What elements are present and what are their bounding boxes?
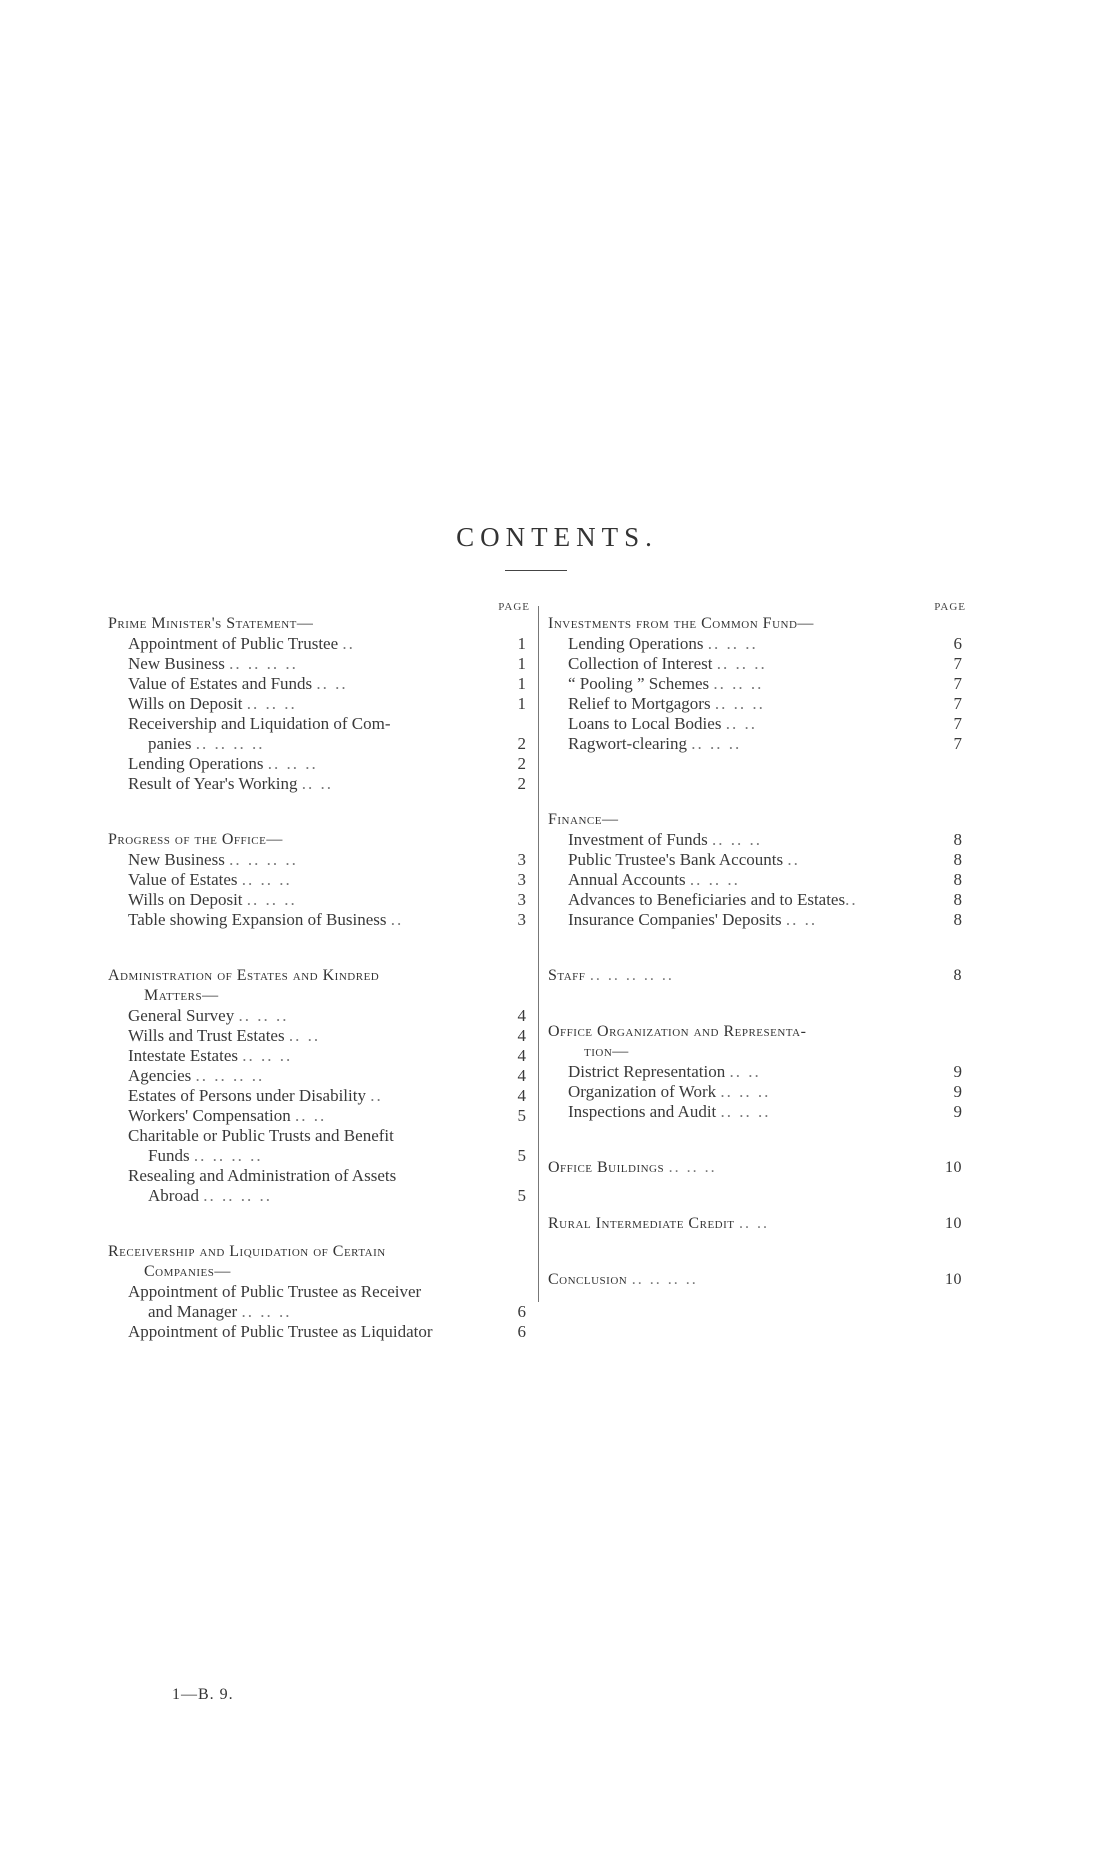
toc-entry-staff[interactable]: Staff .. .. .. .. .. 8 [548,967,962,984]
page-number: 8 [953,967,962,984]
toc-entry[interactable]: Agencies .. .. .. .. 4 [128,1066,526,1085]
page-number: 8 [953,850,962,869]
page-number: 10 [945,1159,962,1176]
toc-entry[interactable]: Wills on Deposit .. .. .. 3 [128,890,526,909]
page-number: 6 [517,1322,526,1341]
section-title: Prime Minister's Statement— [108,615,314,632]
page-number: 1 [517,634,526,653]
page-number: 4 [517,1006,526,1025]
page-number: 4 [517,1086,526,1105]
toc-entry[interactable]: Result of Year's Working .. .. 2 [128,774,526,793]
page-number: 2 [517,774,526,793]
page-number: 7 [953,674,962,693]
toc-entry[interactable]: Workers' Compensation .. .. 5 [128,1106,526,1125]
column-divider [538,606,539,1302]
toc-entry[interactable]: Ragwort-clearing .. .. .. 7 [568,734,962,753]
toc-entry[interactable]: District Representation .. .. 9 [568,1062,962,1081]
toc-entry[interactable]: “ Pooling ” Schemes .. .. .. 7 [568,674,962,693]
page-number: 10 [945,1271,962,1288]
toc-entry-conclusion[interactable]: Conclusion .. .. .. .. 10 [548,1271,962,1288]
page-number: 1 [517,674,526,693]
toc-entry[interactable]: Value of Estates and Funds .. .. 1 [128,674,526,693]
toc-entry[interactable]: Receivership and Liquidation of Com- panies .. .. .. .. 2 [128,714,526,753]
toc-left-column [108,600,530,1342]
toc-entry[interactable]: Annual Accounts .. .. .. 8 [568,870,962,889]
page-column-header: PAGE [498,601,530,613]
toc-entry[interactable]: Inspections and Audit .. .. .. 9 [568,1102,962,1121]
page-number: 3 [517,910,526,929]
page-number: 8 [953,830,962,849]
toc-entry-buildings[interactable]: Office Buildings .. .. .. 10 [548,1159,962,1176]
toc-entry[interactable]: Organization of Work .. .. .. 9 [568,1082,962,1101]
toc-entry[interactable]: Relief to Mortgagors .. .. .. 7 [568,694,962,713]
toc-entry[interactable]: Charitable or Public Trusts and Benefit Funds .. .. .. .. 5 [128,1126,526,1165]
page-number: 10 [945,1215,962,1232]
page-number: 4 [517,1046,526,1065]
toc-entry[interactable]: Appointment of Public Trustee as Receiver and Manager .. .. .. 6 [128,1282,526,1321]
page-number: 8 [953,870,962,889]
page-number: 5 [517,1186,526,1205]
toc-entry[interactable]: Collection of Interest .. .. .. 7 [568,654,962,673]
page-column-header: PAGE [934,601,966,613]
page-number: 7 [953,734,962,753]
toc-entry[interactable]: New Business .. .. .. .. 3 [128,850,526,869]
page-number: 3 [517,890,526,909]
toc-entry[interactable]: Resealing and Administration of Assets Abroad .. .. .. .. 5 [128,1166,526,1205]
page-number: 2 [517,754,526,773]
toc-entry[interactable]: Intestate Estates .. .. .. 4 [128,1046,526,1065]
page-number: 5 [517,1146,526,1165]
toc-entry[interactable]: Lending Operations .. .. .. 2 [128,754,526,773]
page-number: 6 [517,1302,526,1321]
toc-entry[interactable]: Wills and Trust Estates .. .. 4 [128,1026,526,1045]
toc-entry[interactable]: Wills on Deposit .. .. .. 1 [128,694,526,713]
page-number: 7 [953,694,962,713]
section-title: Progress of the Office— [108,831,283,848]
toc-entry[interactable]: Table showing Expansion of Business .. 3 [128,910,526,929]
page-number: 7 [953,654,962,673]
toc-entry[interactable]: Loans to Local Bodies .. .. 7 [568,714,962,733]
toc-right-column [548,600,966,1290]
page-number: 9 [953,1102,962,1121]
page-number: 5 [517,1106,526,1125]
section-title: Administration of Estates and Kindred Matters— [108,967,380,1004]
page-number: 4 [517,1066,526,1085]
section-title: Office Organization and Representa- tion— [548,1023,807,1060]
page-number: 6 [953,634,962,653]
toc-entry[interactable]: Lending Operations .. .. .. 6 [568,634,962,653]
title-rule [505,570,567,571]
toc-entry[interactable]: Investment of Funds .. .. .. 8 [568,830,962,849]
page-number: 3 [517,850,526,869]
page-number: 8 [953,910,962,929]
toc-entry[interactable]: Public Trustee's Bank Accounts .. 8 [568,850,962,869]
section-title: Finance— [548,811,619,828]
toc-entry[interactable]: Insurance Companies' Deposits .. .. 8 [568,910,962,929]
page-number: 1 [517,694,526,713]
section-title: Receivership and Liquidation of Certain Companies— [108,1243,386,1280]
toc-entry[interactable]: Estates of Persons under Disability .. 4 [128,1086,526,1105]
page-title: CONTENTS. [456,522,658,552]
toc-entry[interactable]: Value of Estates .. .. .. 3 [128,870,526,889]
toc-entry[interactable]: Advances to Beneficiaries and to Estates.. 8 [568,890,962,909]
footer-reference: 1—B. 9. [172,1686,234,1703]
toc-entry[interactable]: Appointment of Public Trustee as Liquidator 6 [128,1322,526,1341]
page-number: 3 [517,870,526,889]
toc-entry-rural-credit[interactable]: Rural Intermediate Credit .. .. 10 [548,1215,962,1232]
page-number: 4 [517,1026,526,1045]
page-number: 8 [953,890,962,909]
page-number: 1 [517,654,526,673]
toc-entry[interactable]: General Survey .. .. .. 4 [128,1006,526,1025]
section-title: Investments from the Common Fund— [548,615,814,632]
page-number: 2 [517,734,526,753]
page-number: 9 [953,1082,962,1101]
page-number: 9 [953,1062,962,1081]
page-number: 7 [953,714,962,733]
toc-entry[interactable]: New Business .. .. .. .. 1 [128,654,526,673]
toc-entry[interactable]: Appointment of Public Trustee .. 1 [128,634,526,653]
